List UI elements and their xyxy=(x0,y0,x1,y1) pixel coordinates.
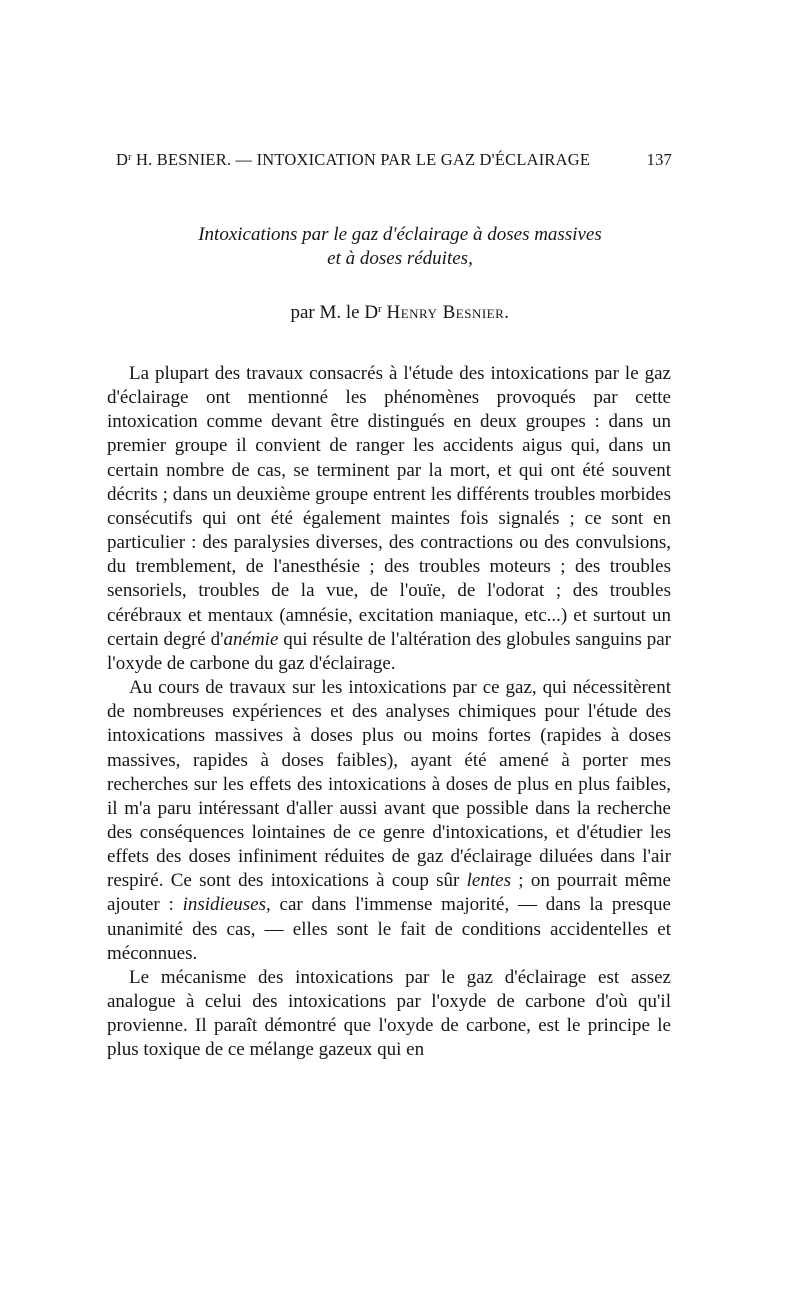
paragraph-1-text-a: La plupart des travaux consacrés à l'étude des intoxications par le gaz d'éclairage ont mentionné les phénomènes provoqués par cette intoxication comme devant être distingués en deux groupes : dans un premier groupe il convient de ranger les accidents aigus qui, dans un certain nombre de cas, se terminent par la mort, et qui ont été souvent décrits ; dans un deuxième groupe entrent les différents troubles morbides consécutifs qui ont été également maintes fois signalés ; ce sont en particulier : des paralysies diverses, des contractions ou des convulsions, du tremblement, de l'anesthésie ; des troubles moteurs ; des troubles sensoriels, troubles de la vue, de l'ouïe, de l'odorat ; des troubles cérébraux et mentaux (amnésie, excitation maniaque, etc...) et surtout un certain degré d' xyxy=(107,363,671,650)
running-header xyxy=(116,150,672,174)
paragraph-2-emphasis-2: insidieuses xyxy=(182,894,266,916)
body-text xyxy=(107,362,671,1063)
page-number: 137 xyxy=(646,150,672,169)
article-title-line-2: et à doses réduites, xyxy=(327,248,473,269)
paragraph-1 xyxy=(107,362,671,676)
byline xyxy=(100,302,700,324)
paragraph-2 xyxy=(107,676,671,966)
paragraph-2-emphasis-1: lentes xyxy=(466,870,511,892)
header-title: H. BESNIER. — INTOXICATION PAR LE GAZ D'ÉCLAIRAGE xyxy=(131,150,591,169)
author-name: Henry Besnier. xyxy=(386,302,510,323)
header-author-prefix: D xyxy=(116,150,129,169)
article-title-line-1: Intoxications par le gaz d'éclairage à doses massives xyxy=(198,224,602,245)
paragraph-1-emphasis: anémie xyxy=(223,628,279,650)
paragraph-2-text-a: Au cours de travaux sur les intoxications par ce gaz, qui nécessitèrent de nombreuses expériences et des analyses chimiques pour l'étude des intoxications massives à doses plus ou moins fortes (rapides à doses massives, rapides à doses faibles), ayant été amené à porter mes recherches sur les effets des intoxications à doses de plus en plus faibles, il m'a paru intéressant d'aller aussi avant que possible dans la recherche des conséquences lointaines de ce genre d'intoxications, et d'étudier les effets des doses infiniment réduites de gaz d'éclairage diluées dans l'air respiré. Ce sont des intoxications à coup sûr xyxy=(107,677,671,892)
byline-prefix: par M. le D xyxy=(290,302,379,323)
byline-sup: r xyxy=(378,303,382,315)
paragraph-2-text-b: ; on pourrait même ajouter : xyxy=(107,870,671,916)
paragraph-3: Le mécanisme des intoxications par le gaz d'éclairage est assez analogue à celui des intoxications par l'oxyde de carbone d'où qu'il provienne. Il paraît démontré que l'oxyde de carbone, est le principe le plus toxique de ce mélange gazeux qui en xyxy=(107,966,671,1061)
header-author-sup: r xyxy=(128,152,132,163)
paragraph-2-text-c: , car dans l'immense majorité, — dans la presque unanimité des cas, — elles sont le fait de conditions accidentelles et méconnues. xyxy=(107,894,671,964)
paragraph-1-text-b: qui résulte de l'altération des globules sanguins par l'oxyde de carbone du gaz d'éclairage. xyxy=(107,628,671,674)
